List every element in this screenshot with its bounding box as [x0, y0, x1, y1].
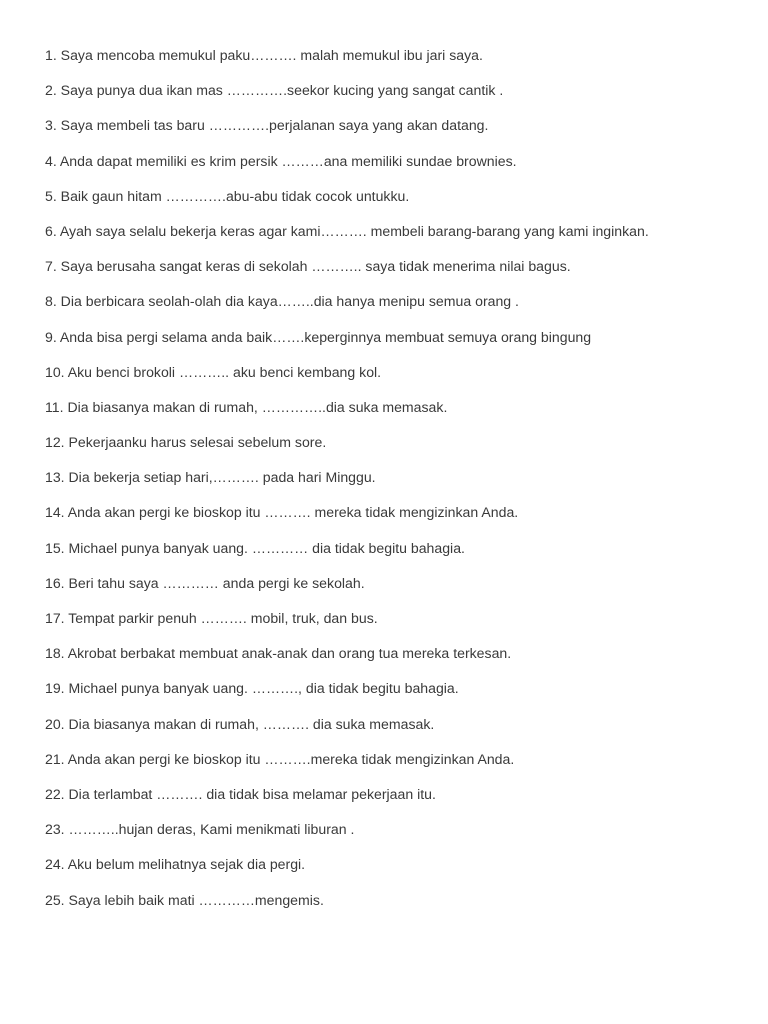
question-item: 4. Anda dapat memiliki es krim persik ………ana memiliki sundae brownies. [45, 152, 517, 169]
question-item: 19. Michael punya banyak uang. ………., dia tidak begitu bahagia. [45, 680, 459, 697]
question-item: 22. Dia terlambat ………. dia tidak bisa melamar pekerjaan itu. [45, 785, 436, 802]
question-item: 2. Saya punya dua ikan mas ………….seekor kucing yang sangat cantik . [45, 82, 504, 99]
question-item: 15. Michael punya banyak uang. ………… dia tidak begitu bahagia. [45, 539, 465, 556]
question-item: 5. Baik gaun hitam ………….abu-abu tidak cocok untukku. [45, 187, 410, 204]
question-item: 8. Dia berbicara seolah-olah dia kaya……..dia hanya menipu semua orang . [45, 293, 519, 310]
question-item: 21. Anda akan pergi ke bioskop itu ……….mereka tidak mengizinkan Anda. [45, 750, 515, 767]
question-item: 7. Saya berusaha sangat keras di sekolah ……….. saya tidak menerima nilai bagus. [45, 258, 571, 275]
question-item: 25. Saya lebih baik mati …………mengemis. [45, 891, 324, 908]
question-item: 24. Aku belum melihatnya sejak dia pergi. [45, 856, 306, 873]
question-item: 17. Tempat parkir penuh ………. mobil, truk, dan bus. [45, 610, 378, 626]
question-item: 23. ………..hujan deras, Kami menikmati liburan . [45, 821, 355, 838]
question-item: 10. Aku benci brokoli ……….. aku benci kembang kol. [45, 363, 382, 380]
question-item: 16. Beri tahu saya ………… anda pergi ke sekolah. [45, 574, 365, 591]
question-item: 3. Saya membeli tas baru ………….perjalanan saya yang akan datang. [45, 117, 489, 134]
question-list [45, 45, 745, 925]
question-item: 11. Dia biasanya makan di rumah, …………..dia suka memasak. [45, 398, 448, 415]
question-item: 1. Saya mencoba memukul paku………. malah memukul ibu jari saya. [45, 47, 483, 63]
question-item: 14. Anda akan pergi ke bioskop itu ………. mereka tidak mengizinkan Anda. [45, 504, 519, 521]
question-item: 13. Dia bekerja setiap hari,………. pada hari Minggu. [45, 469, 376, 486]
question-item: 9. Anda bisa pergi selama anda baik…….keperginnya membuat semuya orang bingung [45, 328, 592, 345]
question-item: 20. Dia biasanya makan di rumah, ………. dia suka memasak. [45, 715, 435, 732]
question-item: 18. Akrobat berbakat membuat anak-anak dan orang tua mereka terkesan. [45, 645, 512, 662]
question-item: 6. Ayah saya selalu bekerja keras agar kami………. membeli barang-barang yang kami inginkan. [45, 222, 649, 239]
question-item: 12. Pekerjaanku harus selesai sebelum sore. [45, 434, 327, 451]
